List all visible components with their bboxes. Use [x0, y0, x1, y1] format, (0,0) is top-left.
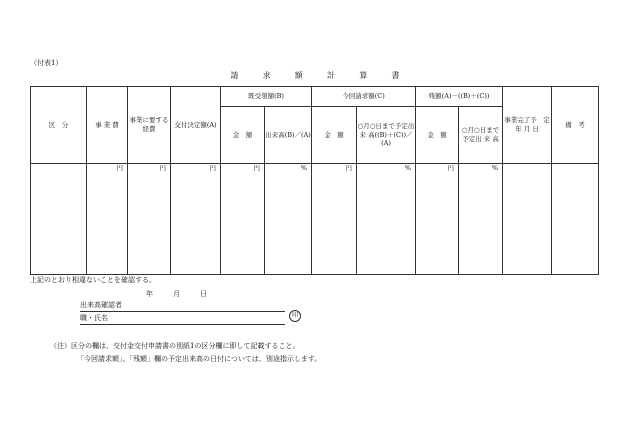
entry-cell-zangaku-yotei[interactable]	[459, 174, 503, 275]
position-name-field[interactable]	[80, 313, 285, 325]
unit-cell	[503, 164, 552, 175]
date-month-label: 月	[173, 290, 180, 298]
seal-mark: 印	[289, 310, 301, 322]
date-line	[146, 289, 227, 299]
date-year-label: 年	[146, 290, 153, 298]
position-name-label: 職・氏名	[80, 314, 108, 322]
unit-cell	[552, 164, 599, 175]
title-char: 書	[391, 71, 400, 80]
header-kubun: 区 分	[31, 87, 87, 164]
attachment-label: （付表1）	[30, 59, 63, 67]
unit-cell: 円	[312, 164, 357, 175]
document-title	[0, 70, 630, 81]
entry-cell-konkai-kingaku[interactable]	[312, 174, 357, 275]
unit-cell: 円	[416, 164, 459, 175]
unit-cell: %	[459, 164, 503, 175]
title-char: 額	[294, 71, 303, 80]
entry-cell-kijuryo-kingaku[interactable]	[221, 174, 265, 275]
title-char: 求	[262, 71, 271, 80]
calculation-table	[30, 86, 599, 275]
title-char: 請	[230, 71, 239, 80]
confirm-statement: 上記のとおり相違ないことを確認する。	[30, 276, 156, 284]
entry-cell-jigyohi[interactable]	[87, 174, 128, 275]
note-line-1: （注）区分の欄は、交付金交付申請書の別紙1の区分欄に即して記載すること。	[50, 342, 300, 350]
entry-cell-konkai-yotei[interactable]	[357, 174, 416, 275]
date-day-label: 日	[200, 290, 207, 298]
header-konkai-group: 今回請求額(C)	[312, 87, 416, 107]
note-line-2: 「今回請求額」、「残額」欄の予定出来高の日付については、別途指示します。	[77, 355, 322, 363]
header-konkai-kingaku: 金 額	[312, 107, 357, 164]
unit-cell: 円	[221, 164, 265, 175]
unit-cell: 円	[87, 164, 128, 175]
confirmer-label: 出来高確認者	[80, 301, 122, 309]
entry-cell-kubun[interactable]	[31, 174, 87, 275]
header-kanryo: 事業完了予 定年 月 日	[503, 87, 552, 164]
title-char: 計	[327, 71, 336, 80]
header-kijuryo-group: 既受領額(B)	[221, 87, 312, 107]
entry-cell-kijuryo-dekidaka[interactable]	[265, 174, 312, 275]
header-jigyo-keihi: 事業に要する経費	[128, 87, 171, 164]
header-zangaku-yotei: ○月○日まで予定出 来 高	[459, 107, 503, 164]
unit-cell: %	[265, 164, 312, 175]
title-char: 算	[359, 71, 368, 80]
header-konkai-yotei: ○月○日まで予定出 来 高((B)＋(C))／(A)	[357, 107, 416, 164]
header-kijuryo-kingaku: 金 額	[221, 107, 265, 164]
header-jigyohi: 事 業 費	[87, 87, 128, 164]
header-zangaku-group: 残額(A)－((B)＋(C))	[416, 87, 503, 107]
confirmer-field[interactable]	[80, 300, 285, 312]
header-kofu-ketteigaku: 交付決定額(A)	[171, 87, 221, 164]
unit-cell: %	[357, 164, 416, 175]
header-kijuryo-dekidaka: 出来高(B)／(A)	[265, 107, 312, 164]
header-biko: 備 考	[552, 87, 599, 164]
entry-cell-kofu-ketteigaku[interactable]	[171, 174, 221, 275]
header-zangaku-kingaku: 金 額	[416, 107, 459, 164]
unit-cell: 円	[171, 164, 221, 175]
entry-cell-kanryo[interactable]	[503, 174, 552, 275]
unit-cell	[31, 164, 87, 175]
entry-cell-zangaku-kingaku[interactable]	[416, 174, 459, 275]
unit-cell: 円	[128, 164, 171, 175]
entry-cell-jigyo-keihi[interactable]	[128, 174, 171, 275]
entry-cell-biko[interactable]	[552, 174, 599, 275]
